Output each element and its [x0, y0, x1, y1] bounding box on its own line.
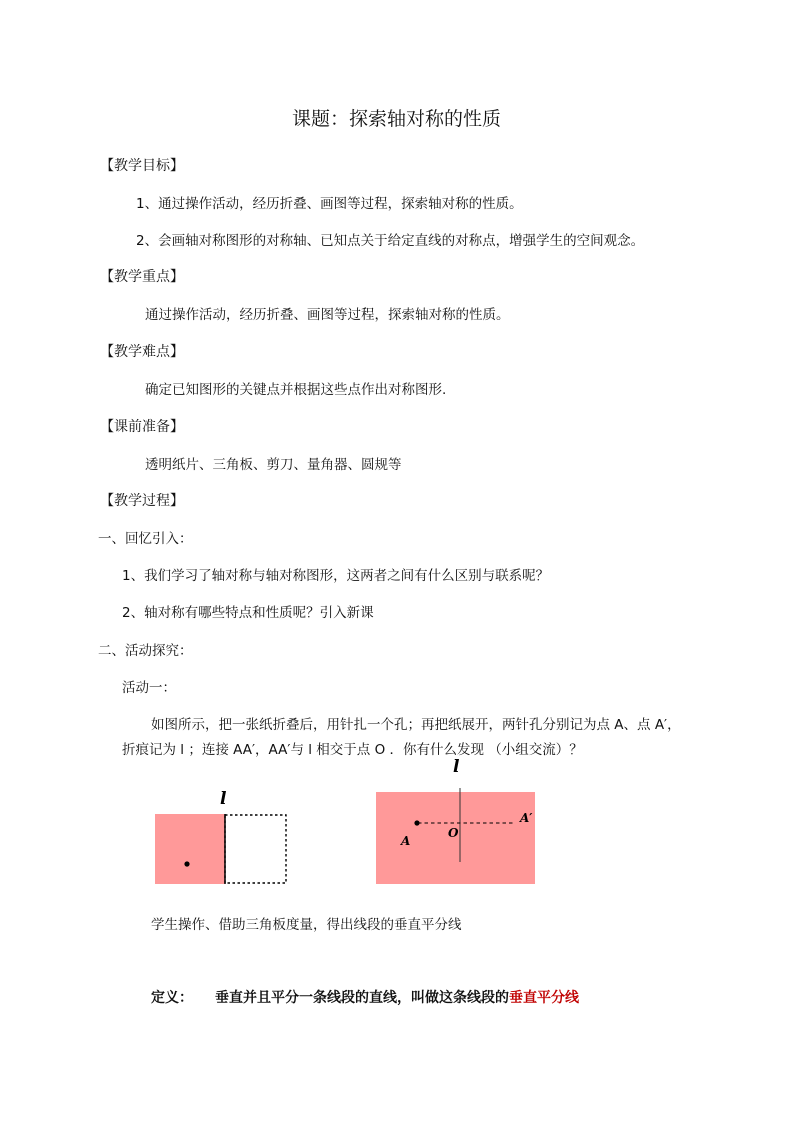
- key-text: 通过操作活动，经历折叠、画图等过程，探索轴对称的性质。: [145, 307, 510, 323]
- point-o-label: O: [448, 826, 459, 840]
- part1-item-1: 1、我们学习了轴对称与轴对称图形，这两者之间有什么区别与联系呢？: [122, 568, 550, 584]
- goal-item-2: 2、会画轴对称图形的对称轴、已知点关于给定直线的对称点，增强学生的空间观念。: [136, 233, 645, 249]
- difficulty-heading: 【教学难点】: [100, 344, 184, 360]
- goals-heading: 【教学目标】: [100, 158, 184, 174]
- folded-paper-figure: [150, 786, 295, 892]
- definition-text: 垂直并且平分一条线段的直线，叫做这条线段的: [215, 990, 509, 1006]
- activity-paragraph-line2: 折痕记为 l ；连接 AA′，AA′与 l 相交于点 O ．你有什么发现 （小组交流）？: [122, 742, 583, 758]
- part1-heading: 一、回忆引入：: [98, 531, 193, 547]
- unfolded-paper-figure: [370, 756, 550, 890]
- goal-item-1: 1、通过操作活动，经历折叠、画图等过程，探索轴对称的性质。: [136, 196, 523, 212]
- axis-label-l-2: l: [453, 757, 460, 777]
- process-heading: 【教学过程】: [100, 493, 184, 509]
- point-a-label: A: [401, 834, 411, 848]
- pin-hole-point: [184, 861, 189, 866]
- page-title: 课题：探索轴对称的性质: [291, 108, 501, 130]
- part1-item-2: 2、轴对称有哪些特点和性质呢？引入新课: [122, 605, 374, 621]
- activity-paragraph-line1: 如图所示，把一张纸折叠后，用针扎一个孔；再把纸展开，两针孔分别记为点 A、点 A′，: [151, 717, 681, 733]
- axis-label-l: l: [220, 789, 227, 809]
- point-a-dot: [414, 820, 419, 825]
- prep-text: 透明纸片、三角板、剪刀、量角器、圆规等: [145, 457, 402, 473]
- shaded-half: [155, 814, 225, 884]
- definition-term: 垂直平分线: [509, 990, 579, 1006]
- part2-heading: 二、活动探究：: [98, 643, 193, 659]
- definition-label: 定义：: [151, 990, 193, 1006]
- key-heading: 【教学重点】: [100, 269, 184, 285]
- definition-line: [151, 987, 579, 1007]
- unfolded-half-dashed: [225, 815, 286, 883]
- activity-label: 活动一：: [122, 680, 176, 696]
- after-figure-text: 学生操作、借助三角板度量，得出线段的垂直平分线: [151, 917, 462, 933]
- point-a-prime-label: A′: [520, 811, 533, 825]
- prep-heading: 【课前准备】: [100, 419, 184, 435]
- difficulty-text: 确定已知图形的关键点并根据这些点作出对称图形.: [145, 382, 447, 398]
